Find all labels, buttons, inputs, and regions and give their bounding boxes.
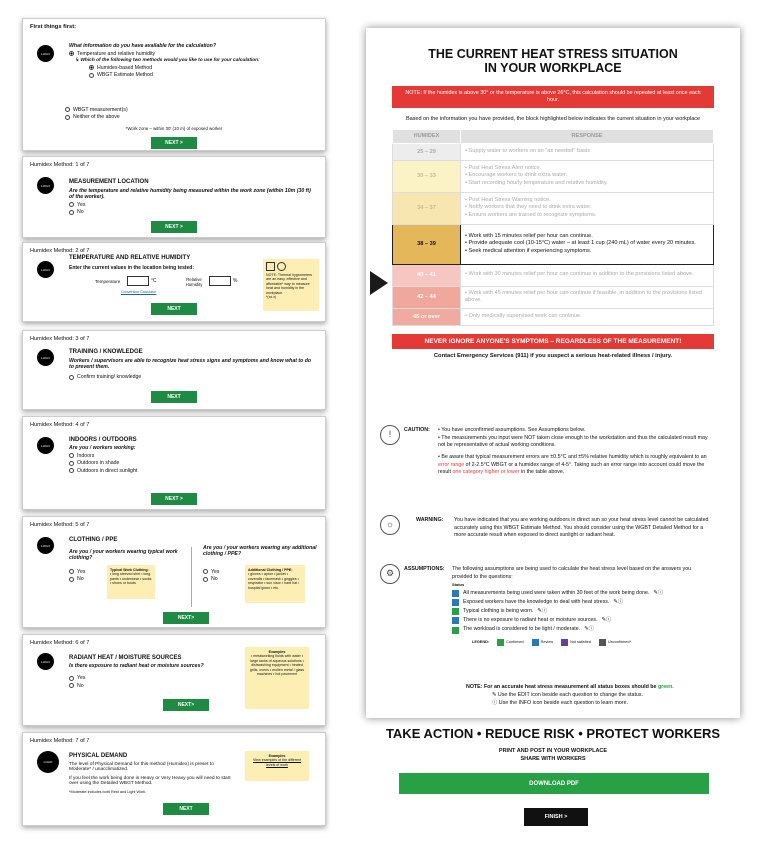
status-legend: [472, 639, 710, 646]
option-humidex-method[interactable]: Humidex-based Method: [69, 65, 319, 71]
option-wbgt-measurement[interactable]: WBGT measurement(s): [65, 107, 128, 113]
step-title: TEMPERATURE AND RELATIVE HUMIDITY: [69, 255, 191, 261]
step-title: INDOORS / OUTDOORS: [69, 437, 137, 443]
app-logo: LOGO: [37, 261, 54, 278]
humidex-response: • Work with 30 minutes relief per hour can continue in addition to the provisions listed above.: [461, 264, 714, 286]
humidex-range: 34 – 37: [393, 192, 461, 224]
step-header: Humidex Method: 7 of 7: [30, 738, 90, 744]
method-subquestion: ↳ Which of the following two methods would you like to use for your calculation:: [75, 58, 260, 63]
caution-item: • Be aware that typical measurement errors are ±0.5°C and ±5% relative humidity which is roughly equivalent to an error range of 2-2.5°C WBGT or a humidex range of 4-5°. Taking such an error range into account could move the result one category higher or lower in the table above.: [438, 454, 707, 476]
edit-icon: ✎: [492, 691, 498, 698]
assumption-text: Typical clothing is being worn.: [463, 607, 534, 614]
legend-label: LEGEND:: [472, 639, 490, 644]
step7-card: [22, 732, 326, 826]
sun-icon: ☼: [380, 515, 400, 535]
next-button[interactable]: NEXT >: [151, 137, 197, 149]
radio-dot[interactable]: [89, 65, 94, 70]
humidex-row: [393, 264, 714, 286]
humidex-response: • Post Heat Stress Alert notice. • Encourage workers to drink extra water. • Start recording hourly temperature and relative humidity.: [461, 160, 714, 192]
emergency-contact: Contact Emergency Services (911) if you suspect a serious heat-related illness / injury.: [433, 352, 673, 359]
step6-card: [22, 634, 326, 726]
next-button[interactable]: NEXT: [151, 303, 197, 315]
ppe-yes[interactable]: Yes: [203, 569, 219, 575]
option-outdoors-sun[interactable]: Outdoors in direct sunlight: [69, 468, 314, 474]
option-wbgt-estimate[interactable]: WBGT Estimate Method: [69, 72, 319, 78]
humidex-response: • Work with 45 minutes relief per hour can continue if feasible, in addition to the provisions listed above.: [461, 286, 714, 308]
humidex-range: 42 – 44: [393, 286, 461, 308]
caution-section: [380, 425, 710, 515]
step-question: Are you / workers working:: [69, 445, 136, 451]
step4-card: [22, 416, 326, 510]
app-logo: LOGO: [37, 537, 54, 554]
humidex-response: • Only medically supervised work can continue.: [461, 308, 714, 325]
option-yes[interactable]: Yes: [69, 675, 234, 681]
clothing-question: Are you / your workers wearing typical work clothing?: [69, 549, 178, 561]
legend-swatch: [561, 639, 568, 646]
app-logo: LOGO: [37, 751, 59, 773]
step-prompt: Enter the current values in the location being tested:: [69, 265, 195, 271]
option-temp-humidity[interactable]: Temperature and relative humidity: [69, 51, 319, 57]
assumption-item: [452, 608, 710, 616]
first-question: What information do you have available for the calculation?: [69, 43, 217, 49]
current-level-arrow-icon: [370, 271, 388, 295]
humidex-range: 30 – 33: [393, 160, 461, 192]
humidex-row: [393, 143, 714, 160]
humidex-range: 38 – 39: [393, 224, 461, 264]
lightbulb-icon: ⚙: [380, 564, 400, 584]
radio-dot[interactable]: [69, 683, 74, 688]
caution-label: CAUTION:: [404, 427, 430, 433]
assumptions-label: ASSUMPTIONS:: [404, 566, 445, 572]
step-title: TRAINING / KNOWLEDGE: [69, 349, 143, 355]
app-logo: LOGO: [37, 437, 54, 454]
next-button[interactable]: NEXT: [151, 391, 197, 403]
typical-clothing-note: Typical Work Clothing: • long sleeved shirt • long pants • underwear • socks • shoes or boots: [107, 565, 155, 599]
assumption-text: All measurements being used were taken within 30 feet of the work being done.: [463, 589, 650, 596]
status-box[interactable]: [452, 627, 459, 634]
response-column-header: RESPONSE: [461, 129, 714, 143]
humidex-row: [393, 160, 714, 192]
step-header: Humidex Method: 5 of 7: [30, 522, 90, 528]
heavy-work-text: If you feel the work being done is Heavy or Very Heavy you will need to start over using the Detailed WBGT Method.: [69, 776, 231, 786]
option-no[interactable]: No: [69, 683, 234, 689]
humidity-unit: %: [233, 278, 238, 284]
first-things-card: [22, 18, 326, 151]
legend-item: Review: [532, 639, 553, 646]
radio-dot[interactable]: [69, 51, 74, 56]
info-note: ⓘ Use the INFO icon beside each question to learn more.: [492, 699, 629, 706]
step2-card: [22, 242, 326, 322]
humidex-response: • Supply water to workers on an "as needed" basis: [461, 143, 714, 160]
step-header: Humidex Method: 3 of 7: [30, 336, 90, 342]
caution-item: • The measurements you input were NOT taken close enough to the workstation and thus the calculated result may not be representative of actual working conditions.: [438, 434, 708, 449]
option-neither[interactable]: Neither of the above: [65, 114, 128, 120]
legend-item: Not satisfied: [561, 639, 591, 646]
radio-dot[interactable]: [89, 73, 94, 78]
radio-dot[interactable]: [69, 676, 74, 681]
humidex-row: [393, 286, 714, 308]
assumptions-intro: The following assumptions are being used to calculate the heat stress level based on the answers you provided to the questions:: [452, 566, 692, 580]
status-header: Status: [452, 582, 465, 588]
based-on-text: Based on the information you have provided, the block highlighted below indicates the current situation in your workplace: [405, 115, 701, 122]
additional-ppe-note: Additional Clothing / PPE: • gloves • apron • jacket • coveralls • facemask • goggles • respirator • sun visor • hard hat / hospital gown • etc.: [245, 565, 305, 603]
assumption-text: The workload is considered to be light / moderate.: [463, 626, 581, 633]
radio-dot[interactable]: [65, 107, 70, 112]
legend-item: Unconfirmed*: [599, 639, 631, 646]
ppe-question: Are you / your workers wearing any additional clothing / PPE?: [203, 545, 317, 557]
status-box[interactable]: [452, 608, 459, 615]
app-logo: LOGO: [37, 177, 54, 194]
caution-icon: !: [380, 425, 400, 445]
radio-dot[interactable]: [69, 210, 74, 215]
temperature-label: Temperature: [95, 279, 121, 284]
clothing-yes[interactable]: Yes: [69, 569, 85, 575]
humidex-row: [393, 192, 714, 224]
edit-info-icon[interactable]: ✎ⓘ: [601, 617, 612, 624]
radio-dot[interactable]: [65, 115, 70, 120]
edit-info-icon[interactable]: ✎ⓘ: [537, 607, 548, 614]
status-box[interactable]: [452, 617, 459, 624]
step-question: Is there exposure to radiant heat or moisture sources?: [69, 663, 204, 669]
step-title: RADIANT HEAT / MOISTURE SOURCES: [69, 655, 182, 661]
temperature-input[interactable]: [127, 276, 149, 286]
step-header: Humidex Method: 2 of 7: [30, 248, 90, 254]
step-header: Humidex Method: 4 of 7: [30, 422, 90, 428]
radio-dot[interactable]: [69, 453, 74, 458]
print-instructions: PRINT AND POST IN YOUR WORKPLACE SHARE WITH WORKERS: [498, 748, 608, 762]
ppe-no[interactable]: No: [203, 576, 219, 582]
hourly-repeat-note: NOTE: If the humidex is above 30° or the temperature is above 26°C, this calculation should be repeated at least once each hour.: [392, 86, 714, 108]
step5-card: [22, 516, 326, 628]
column-divider: [191, 547, 192, 607]
edit-info-icon[interactable]: ✎ⓘ: [653, 589, 664, 596]
moderate-footnote: *Moderate includes both Rest and Light Work.: [69, 790, 147, 794]
radio-dot[interactable]: [69, 202, 74, 207]
next-button[interactable]: NEXT >: [151, 493, 197, 505]
radio-dot[interactable]: [203, 569, 208, 574]
humidity-label: Relative Humidity: [185, 277, 203, 287]
radio-dot[interactable]: [203, 577, 208, 582]
app-logo: LOGO: [37, 349, 54, 366]
clothing-no[interactable]: No: [69, 576, 85, 582]
legend-swatch: [497, 639, 504, 646]
next-button[interactable]: NEXT: [163, 803, 209, 815]
edit-info-icon[interactable]: ✎ⓘ: [613, 598, 624, 605]
option-outdoors-shade[interactable]: Outdoors in shade: [69, 460, 314, 466]
assumption-item: [452, 617, 710, 625]
step1-card: [22, 156, 326, 238]
legend-swatch: [599, 639, 606, 646]
humidex-table: [392, 129, 714, 326]
radio-dot[interactable]: [69, 461, 74, 466]
step-question: Workers / supervisors are able to recognize heat stress signs and symptoms and know what to do to prevent them.: [69, 358, 312, 370]
work-zone-footnote: *Work zone – within 30' (10 m) of exposed worker: [125, 126, 223, 131]
humidex-column-header: HUMIDEX: [393, 129, 461, 143]
humidex-response: • Work with 15 minutes relief per hour can continue. • Provide adequate cool (10-15°C) water – at least 1 cup (240 mL) of water every 20 minutes. • Seek medical attention if experiencing symptoms.: [461, 224, 714, 264]
humidex-row: [393, 224, 714, 264]
next-button[interactable]: NEXT>: [163, 612, 209, 624]
status-box[interactable]: [452, 590, 459, 597]
warning-section: [380, 515, 710, 555]
warning-label: WARNING:: [416, 517, 444, 523]
assumption-item: [452, 599, 710, 607]
step-title: MEASUREMENT LOCATION: [69, 179, 149, 185]
humidex-row: [393, 308, 714, 325]
step-header: Humidex Method: 1 of 7: [30, 162, 90, 168]
humidex-range: 40 – 41: [393, 264, 461, 286]
edit-info-icon[interactable]: ✎ⓘ: [584, 626, 594, 633]
next-button[interactable]: NEXT>: [163, 699, 209, 711]
humidity-input[interactable]: [209, 276, 231, 286]
tagline: TAKE ACTION • REDUCE RISK • PROTECT WORKERS: [385, 726, 721, 741]
assumption-text: There is no exposure to radiant heat or moisture sources.: [463, 617, 598, 624]
humidex-range: 25 – 29: [393, 143, 461, 160]
never-ignore-banner: NEVER IGNORE ANYONE'S SYMPTOMS – REGARDLESS OF THE MEASUREMENT!: [392, 334, 714, 349]
step-question: Are the temperature and relative humidity being measured within the work zone (within 10m (30 ft) of the worker).: [69, 188, 311, 200]
radio-dot[interactable]: [69, 577, 74, 582]
info-icon: ⓘ: [492, 699, 499, 706]
download-pdf-button[interactable]: DOWNLOAD PDF: [399, 773, 709, 794]
caution-item: • You have unconfirmed assumptions. See Assumptions below.: [438, 427, 586, 433]
gauge-icon: [277, 262, 286, 271]
step-title: PHYSICAL DEMAND: [69, 753, 128, 759]
radio-dot[interactable]: [69, 375, 74, 380]
step-title: CLOTHING / PPE: [69, 537, 118, 543]
temperature-unit: °C: [151, 278, 157, 284]
final-note: NOTE: For an accurate heat stress measurement all status boxes should be green. ✎ Use the EDIT icon beside each question to change the status. ⓘ Use the INFO icon beside each question to learn more.: [466, 684, 716, 708]
assumption-item: [452, 590, 710, 598]
step3-card: [22, 330, 326, 410]
finish-button[interactable]: FINISH >: [524, 808, 588, 826]
work-levels-note: Examples View examples of the different levels of work: [245, 751, 309, 781]
option-no[interactable]: No: [69, 209, 314, 215]
conversion-calculator-link[interactable]: Conversion Calculator: [121, 290, 157, 294]
option-indoors[interactable]: Indoors: [69, 453, 314, 459]
app-logo: LOGO: [37, 653, 54, 670]
legend-swatch: [532, 639, 539, 646]
report-title: THE CURRENT HEAT STRESS SITUATION IN YOUR WORKPLACE: [428, 47, 678, 75]
first-heading: First things first:: [30, 24, 77, 30]
edit-note: ✎ Use the EDIT icon beside each question to change the status.: [492, 691, 643, 698]
option-confirm-training[interactable]: Confirm training/ knowledge: [69, 374, 314, 380]
heat-stress-report: [366, 28, 740, 718]
hygrometer-note: NOTE: Thermal hygrometers are an easy, effective and affordable* way to measure heat and humidity in the workplace. *(xx.x): [263, 259, 319, 311]
next-button[interactable]: NEXT >: [151, 221, 197, 233]
step-header: Humidex Method: 6 of 7: [30, 640, 90, 646]
status-box[interactable]: [452, 599, 459, 606]
physical-demand-text: The level of Physical Demand for this method (Humidex) is preset to Moderate* / unacclimatized.: [69, 762, 214, 772]
radio-dot[interactable]: [69, 468, 74, 473]
warning-text: You have indicated that you are working outdoors in direct sun so your heat stress level cannot be calculated accurately using this WBGT Estimate Method. You should consider using the WGBT Detailed Method for a more accurate result when exposed to direct sunlight or radiant heat.: [454, 517, 709, 539]
radio-dot[interactable]: [69, 569, 74, 574]
humidex-range: 45 or over: [393, 308, 461, 325]
radiant-examples-note: Examples • metalworking fluids with water • large tanks of aqueous solutions • dishwashing equipment • heated grills, ovens • molten metal / glass machines • hot pavement: [245, 647, 309, 709]
hygrometer-icon: [266, 262, 275, 271]
assumption-text: Exposed workers have the knowledge to deal with heat stress.: [463, 598, 610, 605]
app-logo: LOGO: [37, 45, 54, 62]
option-yes[interactable]: Yes: [69, 202, 314, 208]
humidex-response: • Post Heat Stress Warning notice. • Notify workers that they need to drink extra water. • Ensure workers are trained to recognize symptoms.: [461, 192, 714, 224]
assumptions-section: [380, 564, 710, 674]
legend-item: Confirmed: [497, 639, 524, 646]
assumption-item: [452, 626, 710, 634]
